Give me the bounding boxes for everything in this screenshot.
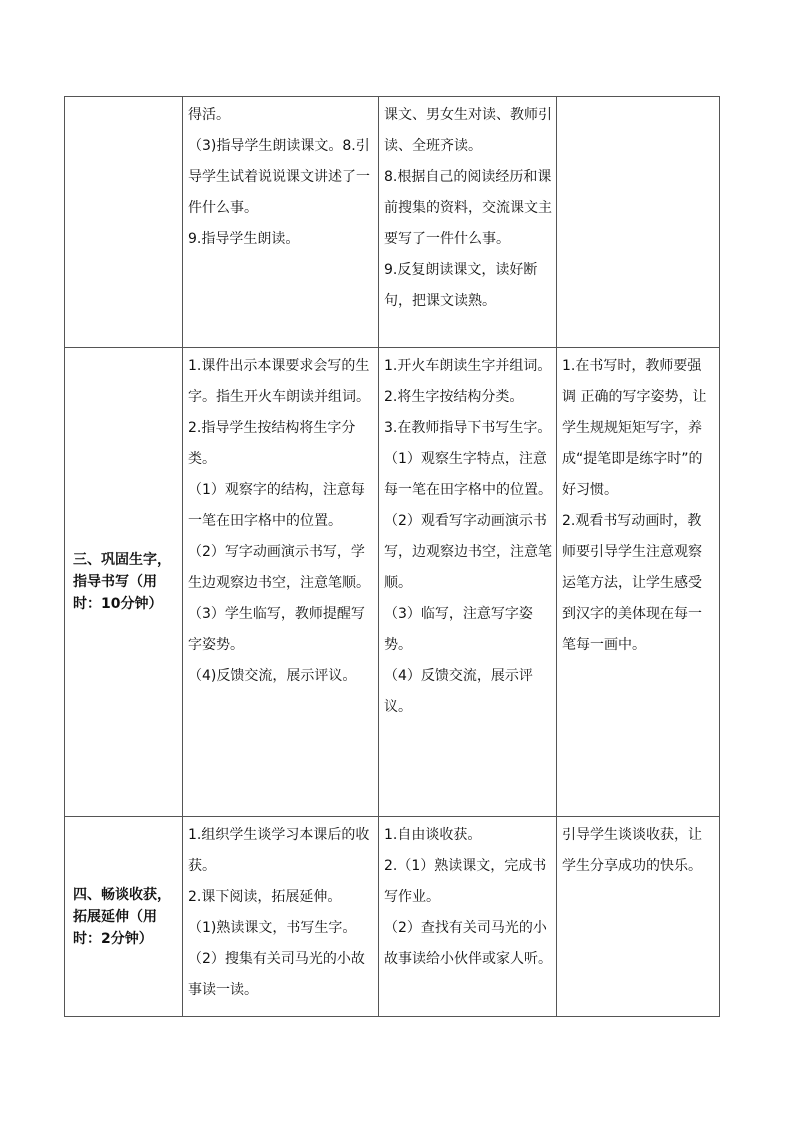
text-line: （3）临写，注意写字姿势。 [384,606,533,653]
text-line: 3.在教师指导下书写生字。 [384,420,552,436]
text-line: （1）观察生字特点，注意每一笔在田字格中的位置。 [384,451,552,498]
design-intent-cell [557,348,720,817]
text-line: 1.组织学生谈学习本课后的收获。 [188,827,370,874]
table-row [65,817,720,1017]
student-activity-cell [379,817,557,1017]
stage-cell: 四、畅谈收获，拓展延伸（用时：2分钟） [65,817,183,1017]
stage-cell: 三、巩固生字，指导书写（用时：10分钟） [65,348,183,817]
text-line: （1)熟读课文，书写生字。 [188,920,357,936]
text-line: 1.开火车朗读生字并组词。 [384,358,552,374]
text-line: （4)反馈交流，展示评议。 [188,668,357,684]
text-line: 2.指导学生按结构将生字分类。 [188,420,356,467]
text-line: 得活。 [188,107,230,123]
student-activity-cell [379,348,557,817]
text-line: 2.课下阅读，拓展延伸。 [188,889,342,905]
table-row [65,97,720,348]
teacher-activity-cell [183,97,379,348]
teacher-activity-cell [183,817,379,1017]
text-line: 1.课件出示本课要求会写的生字。指生开火车朗读并组词。 [188,358,370,405]
text-line: 引导学生谈谈收获，让学生分享成功的快乐。 [562,827,702,874]
design-intent-cell [557,817,720,1017]
teacher-activity-cell [183,348,379,817]
text-line: （2）查找有关司马光的小故事读给小伙伴或家人听。 [384,920,552,967]
design-intent-cell [557,97,720,348]
text-line: 2.将生字按结构分类。 [384,389,524,405]
text-line: （3）学生临写，教师提醒写字姿势。 [188,606,365,653]
text-line: 课文、男女生对读、教师引读、全班齐读。 [384,107,552,154]
text-line: （2）搜集有关司马光的小故事读一读。 [188,951,365,998]
text-line: 1.自由谈收获。 [384,827,482,843]
text-line: 8.根据自己的阅读经历和课前搜集的资料，交流课文主要写了一件什么事。 [384,169,552,247]
text-line: 1.在书写时，教师要强调 正确的写字姿势，让学生规规矩矩写字，养成“提笔即是练字时”的好习惯。 [562,358,707,498]
text-line: （4）反馈交流，展示评议。 [384,668,533,715]
text-line: 9.指导学生朗读。 [188,231,300,247]
text-line: （2）写字动画演示书写，学生边观察边书空，注意笔顺。 [188,544,370,591]
stage-cell [65,97,183,348]
text-line: （2）观看写字动画演示书写，边观察边书空，注意笔顺。 [384,513,552,591]
lesson-plan-table [64,96,720,1017]
text-line: （3)指导学生朗读课文。8.引导学生试着说说课文讲述了一件什么事。 [188,138,370,216]
table-row [65,348,720,817]
text-line: 9.反复朗读课文，读好断句，把课文读熟。 [384,262,538,309]
student-activity-cell [379,97,557,348]
text-line: （1）观察字的结构，注意每一笔在田字格中的位置。 [188,482,365,529]
text-line: 2.观看书写动画时，教师要引导学生注意观察运笔方法，让学生感受到汉字的美体现在每一笔每一画中。 [562,513,702,653]
text-line: 2.（1）熟读课文，完成书写作业。 [384,858,547,905]
